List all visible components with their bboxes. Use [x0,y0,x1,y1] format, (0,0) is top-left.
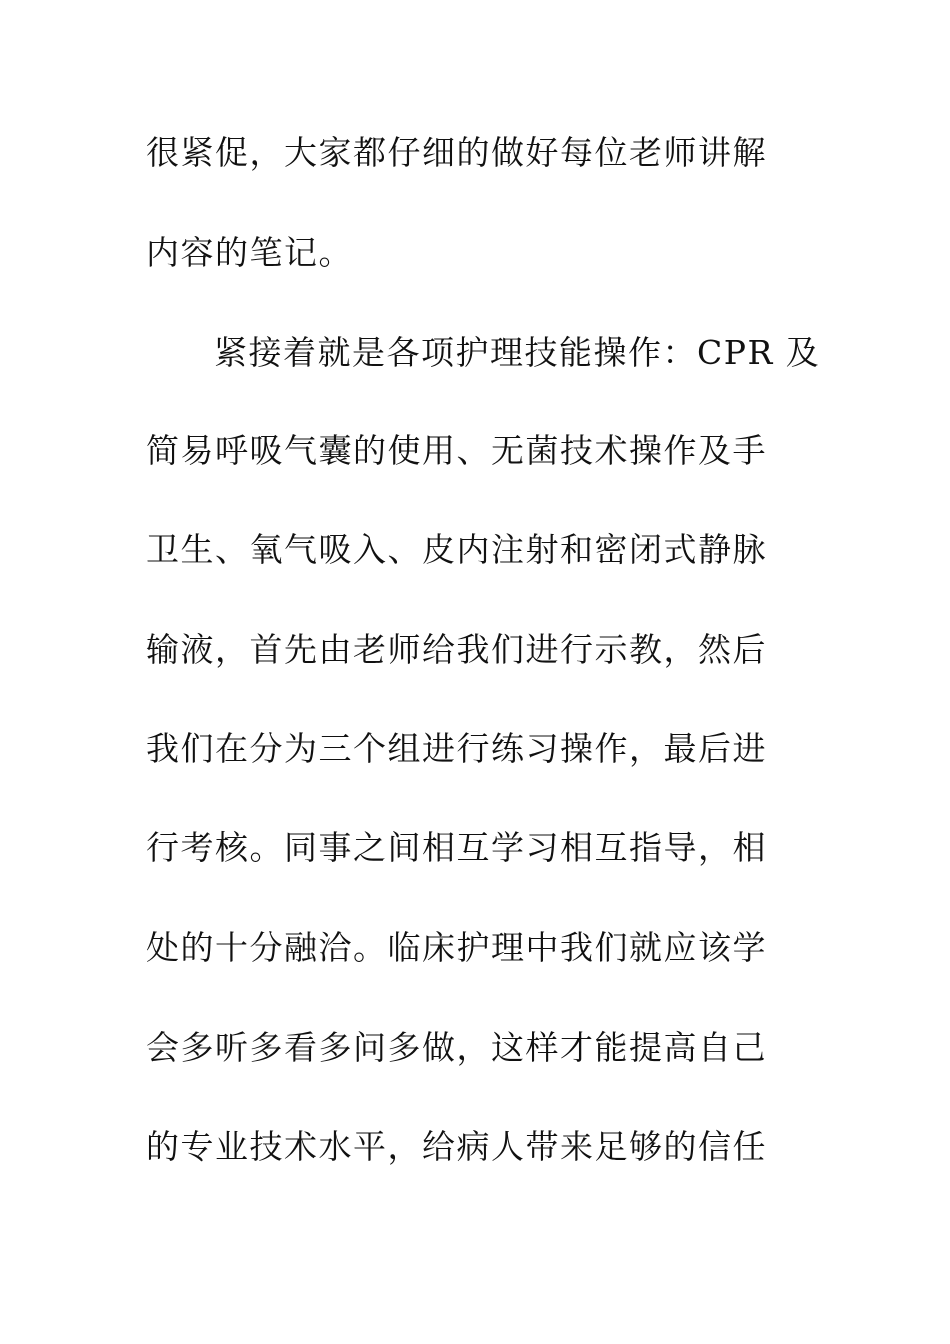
text-line: 简易呼吸气囊的使用、无菌技术操作及手 [146,431,767,470]
text-line: 内容的笔记。 [146,233,353,272]
text-line: 很紧促，大家都仔细的做好每位老师讲解 [146,133,767,172]
text-line: 会多听多看多问多做，这样才能提高自己 [146,1028,767,1067]
text-line: 的专业技术水平，给病人带来足够的信任 [146,1127,767,1166]
paragraph-start-line: 紧接着就是各项护理技能操作：CPR 及 [214,333,821,372]
text-line: 卫生、氧气吸入、皮内注射和密闭式静脉 [146,530,767,569]
text-line: 输液，首先由老师给我们进行示教，然后 [146,630,767,669]
text-line: 行考核。同事之间相互学习相互指导，相 [146,828,767,867]
text-line: 我们在分为三个组进行练习操作，最后进 [146,729,767,768]
text-line: 处的十分融洽。临床护理中我们就应该学 [146,928,767,967]
